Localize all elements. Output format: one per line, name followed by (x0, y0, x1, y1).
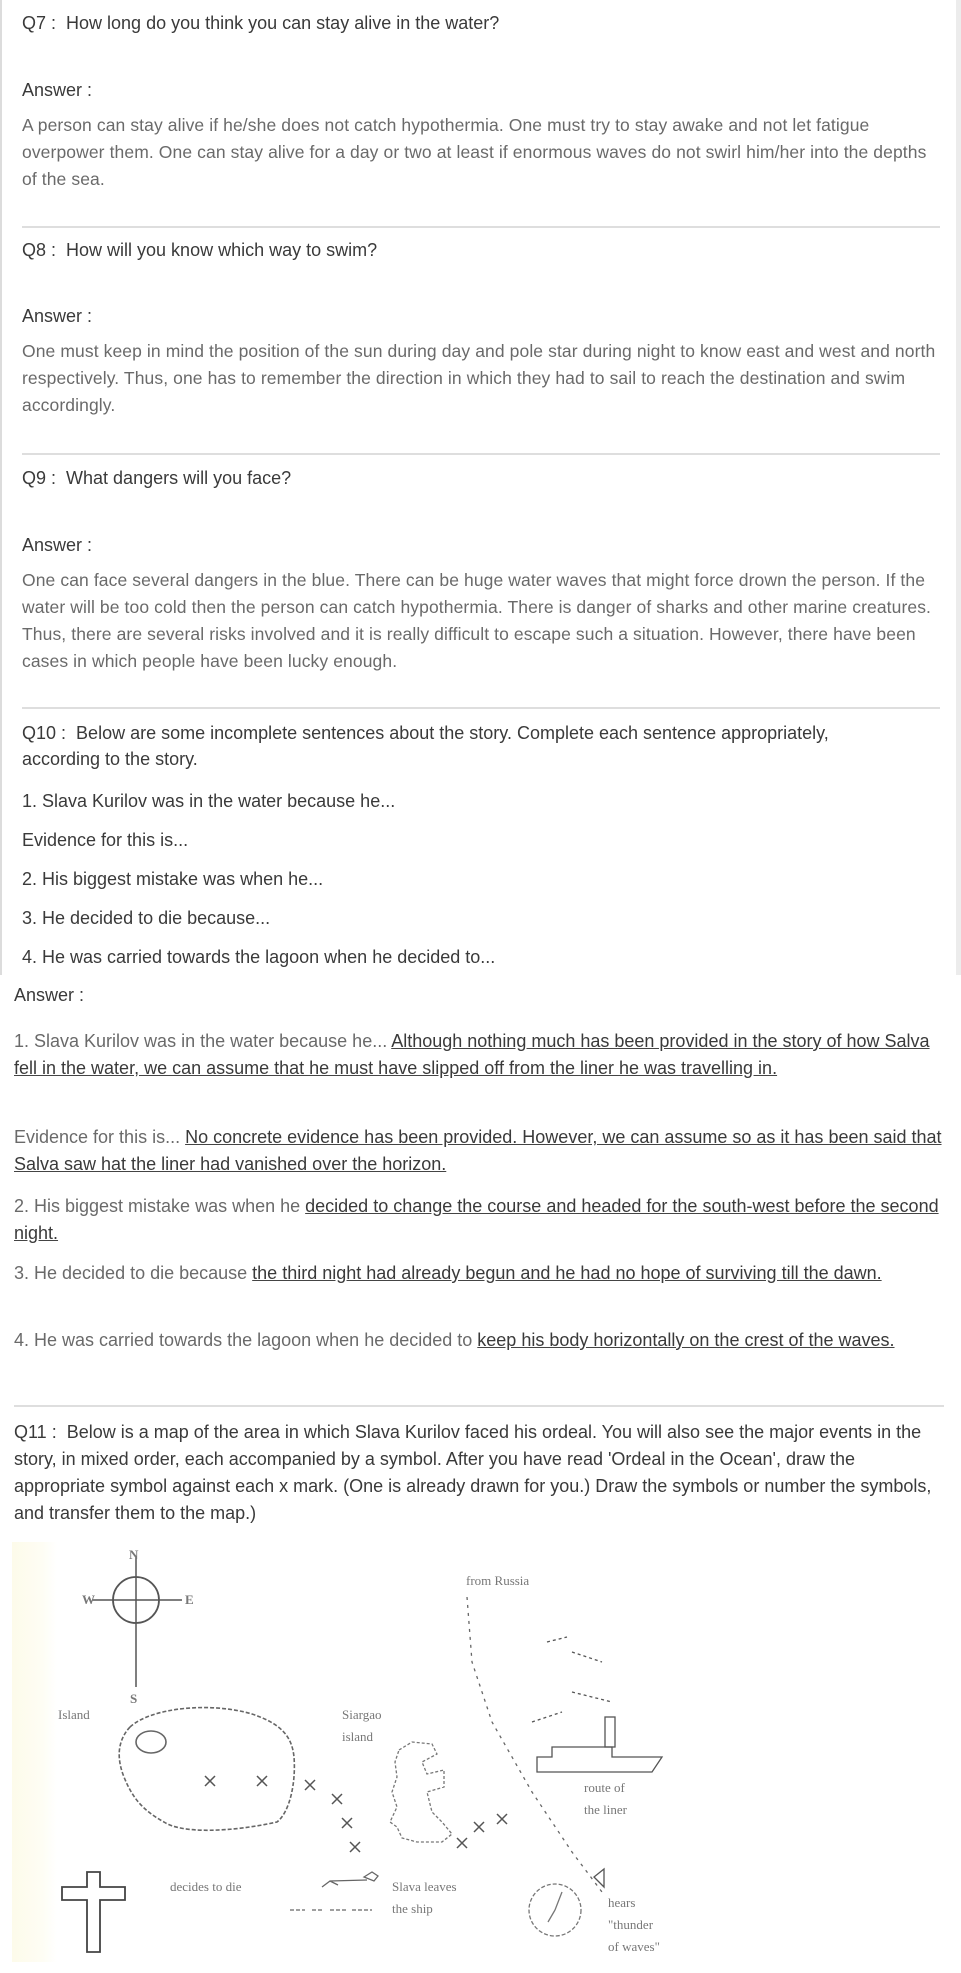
clock-icon (529, 1884, 581, 1936)
answer-text: One can face several dangers in the blue. There can be huge water waves that might force drown the person. If the water will be too cold then the person can catch hypothermia. There is danger of sharks and other marine creatures. Thus, there are several risks involved and it is really difficult to escape such a situation. However, there have been cases in which people have been lucky enough. (22, 570, 932, 671)
question-number: Q10 : (22, 723, 67, 743)
answer-text: A person can stay alive if he/she does not catch hypothermia. One must try to stay awake and not let fatigue overpower them. One can stay alive for a day or two at least if enormous waves do not swirl him/her into the depths of the sea. (22, 115, 927, 189)
q10-answer-evidence (14, 1124, 949, 1178)
question-block-q7 (22, 10, 942, 193)
question-text: Below are some incomplete sentences about the story. Complete each sentence appropriately, according to the story. (22, 723, 829, 769)
q10-item-2: 2. His biggest mistake was when he... (22, 869, 324, 889)
question-text: What dangers will you face? (66, 468, 292, 488)
question-number: Q9 : (22, 468, 57, 488)
answer-underlined: keep his body horizontally on the crest of the waves. (477, 1330, 895, 1350)
q10-item-1: 1. Slava Kurilov was in the water because he... (22, 791, 396, 811)
question-block-q9 (22, 465, 942, 675)
label-route-of-liner (584, 1777, 627, 1821)
label-line: the liner (584, 1802, 627, 1817)
q10-item-4: 4. He was carried towards the lagoon when he decided to... (22, 947, 496, 967)
question-q7 (22, 10, 942, 36)
question-q11 (14, 1419, 949, 1527)
answer-lead: 3. He decided to die because (14, 1263, 253, 1283)
label-island: Island (58, 1707, 90, 1722)
qa-panel (0, 0, 961, 975)
label-line: of waves" (608, 1939, 660, 1954)
ship-icon (532, 1637, 662, 1772)
label-decides-to-die: decides to die (170, 1879, 242, 1894)
liner-route-icon (467, 1597, 602, 1892)
q10-answer-4 (14, 1327, 949, 1354)
divider (22, 453, 940, 455)
q10-answer-2 (14, 1193, 949, 1247)
compass-s: S (130, 1691, 138, 1706)
divider (14, 1405, 944, 1407)
divider (22, 226, 940, 228)
swimmer-icon (290, 1872, 378, 1910)
label-line: hears (608, 1895, 636, 1910)
label-line: the ship (392, 1901, 433, 1916)
answer-section (0, 975, 961, 1973)
label-line: route of (584, 1780, 625, 1795)
q10-item-3: 3. He decided to die because... (22, 908, 271, 928)
cross-icon (62, 1872, 125, 1952)
answer-underlined: No concrete evidence has been provided. However, we can assume so as it has been said that Salva saw hat the liner had vanished over the horizon. (14, 1127, 942, 1174)
label-line: Slava leaves (392, 1879, 457, 1894)
answer-lead: Evidence for this is... (14, 1127, 186, 1147)
label-slava-leaves (392, 1876, 457, 1920)
question-q9 (22, 465, 942, 491)
x-mark-icons (205, 1776, 507, 1852)
ordeal-map-image (12, 1542, 952, 1962)
question-text: How will you know which way to swim? (66, 240, 378, 260)
label-line: island (342, 1729, 374, 1744)
q10-answer-1 (14, 1028, 949, 1082)
label-line: "thunder (608, 1917, 654, 1932)
answer-lead: 4. He was carried towards the lagoon when he decided to (14, 1330, 478, 1350)
question-number: Q7 : (22, 13, 57, 33)
map-drawing (12, 1542, 952, 1962)
answer-lead: 2. His biggest mistake was when he (14, 1196, 306, 1216)
answer-text: One must keep in mind the position of the sun during day and pole star during night to know east and west and north respectively. Thus, one has to remember the direction in which they had to sail to reach the destination and swim accordingly. (22, 341, 936, 415)
answer-underlined: Although nothing much has been provided in the story of how Salva fell in the water, we can assume that he must have slipped off from the liner he was travelling in. (14, 1031, 930, 1078)
compass-e: E (185, 1592, 194, 1607)
answer-label: Answer : (22, 535, 93, 555)
answer-label: Answer : (22, 306, 93, 326)
compass-w: W (82, 1592, 95, 1607)
q10-item-evidence: Evidence for this is... (22, 830, 189, 850)
answer-underlined: decided to change the course and headed for the south-west before the second night. (14, 1196, 939, 1243)
answer-underlined: the third night had already begun and he had no hope of surviving till the dawn. (252, 1263, 882, 1283)
question-block-q8 (22, 237, 942, 419)
label-line: Siargao (342, 1707, 382, 1722)
answer-label: Answer : (22, 80, 93, 100)
compass-icon (92, 1557, 182, 1687)
label-hears-thunder (608, 1892, 660, 1958)
siargao-island-shape-icon (390, 1742, 452, 1842)
question-block-q10 (22, 720, 842, 772)
question-number: Q11 : (14, 1422, 57, 1442)
compass-n: N (129, 1547, 139, 1562)
q10-answer-3 (14, 1260, 949, 1287)
question-q8 (22, 237, 942, 263)
question-text: How long do you think you can stay alive in the water? (66, 13, 500, 33)
answer-lead: 1. Slava Kurilov was in the water because he... (14, 1031, 392, 1051)
island-shape-icon (119, 1708, 294, 1831)
divider (22, 707, 940, 709)
question-text: Below is a map of the area in which Slava Kurilov faced his ordeal. You will also see the major events in the story, in mixed order, each accompanied by a symbol. After you have read 'Ordeal in the Ocean', draw the appropriate symbol against each x mark. (One is already drawn for you.) Draw the symbols or number the symbols, and transfer them to the map.) (14, 1422, 932, 1523)
label-from-russia: from Russia (466, 1573, 530, 1588)
question-q10 (22, 720, 842, 772)
question-number: Q8 : (22, 240, 57, 260)
label-siargao (342, 1704, 381, 1748)
answer-label: Answer : (14, 985, 85, 1005)
